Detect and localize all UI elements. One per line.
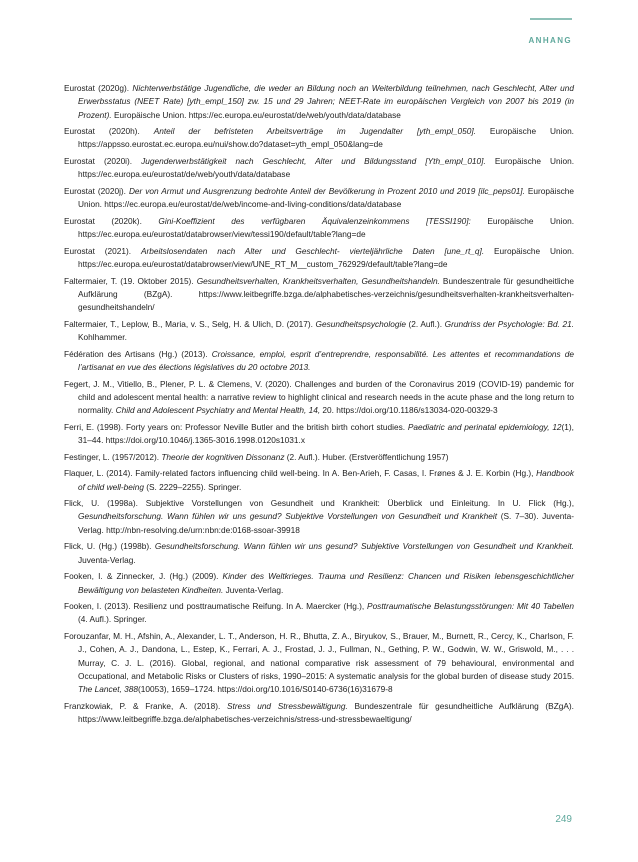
reference-text: 20. https://doi.org/10.1186/s13034-020-00329-3: [320, 405, 498, 416]
reference-entry: [64, 630, 574, 696]
reference-text: (1), 31–44. https://doi.org/10.1046/j.1365-3016.1998.0120s1031.x: [78, 421, 574, 446]
reference-text: Eurostat (2020h).: [64, 126, 154, 137]
reference-title: Posttraumatische Belastungsstörungen: Mit 40 Tabellen: [367, 601, 574, 612]
reference-text: Flaquer, L. (2014). Family-related factors influencing child well-being. In A. Ben-Arieh, F. Casas, I. Frønes & J. E. Korbin (Hg.),: [64, 468, 537, 479]
reference-text: Europäische Union. https://ec.europa.eu/eurostat/de/web/youth/data/database: [111, 109, 401, 120]
reference-entry: [64, 348, 574, 375]
reference-title: Kinder des Weltkrieges. Trauma und Resilienz: Chancen und Risiken lebensgeschichtlicher Bewältigung von belasteten Kindheiten.: [78, 571, 575, 595]
header-rule: [530, 18, 572, 20]
reference-entry: [64, 451, 574, 464]
reference-text: Franzkowiak, P. & Franke, A. (2018).: [64, 700, 228, 711]
reference-title: Arbeitslosendaten nach Alter und Geschlecht- vierteljährliche Daten [une_rt_q].: [140, 245, 485, 256]
reference-text: Fédération des Artisans (Hg.) (2013).: [64, 348, 212, 359]
reference-entry: [64, 700, 574, 727]
reference-text: Juventa-Verlag.: [223, 584, 284, 595]
reference-entry: [64, 497, 574, 537]
reference-text: Europäische Union. https://ec.europa.eu/eurostat/databrowser/view/UNE_RT_M__custom_762929/default/table?lang=de: [78, 245, 575, 270]
page-number: 249: [555, 814, 572, 825]
reference-text: (S. 7–30). Juventa-Verlag. http://nbn-resolving.de/urn:nbn:de:0168-ssoar-39918: [78, 511, 574, 535]
reference-entry: [64, 125, 574, 152]
reference-text: Fegert, J. M., Vitiello, B., Plener, P. L. & Clemens, V. (2020). Challenges and burden of the Coronavirus 2019 (COVID-19) pandemic for child and adolescent mental health: a narrative review to highlight clinical and research needs in the acute phase and the long return to normality.: [64, 378, 574, 416]
reference-text: Faltermaier, T., Leplow, B., Maria, v. S., Selg, H. & Ulich, D. (2017).: [64, 318, 316, 329]
reference-entry: [64, 378, 574, 418]
reference-entry: [64, 318, 574, 345]
reference-title: Child and Adolescent Psychiatry and Mental Health, 14,: [115, 405, 321, 416]
reference-title: Gesundheitsforschung. Wann fühlen wir uns gesund? Subjektive Vorstellungen von Gesundheit und Krankheit.: [154, 541, 574, 552]
reference-title: Der von Armut und Ausgrenzung bedrohte Anteil der Bevölkerung in Prozent 2010 und 2019 [ilc_peps01].: [128, 185, 525, 196]
reference-text: Faltermaier, T. (19. Oktober 2015).: [64, 275, 197, 286]
reference-title: Handbook of child well-being: [78, 468, 574, 492]
reference-title: Theorie der kognitiven Dissonanz: [161, 451, 285, 462]
reference-text: Ferri, E. (1998). Forty years on: Professor Neville Butler and the british birth cohort studies.: [64, 421, 408, 432]
reference-title: Gesundheitsforschung. Wann fühlen wir uns gesund? Subjektive Vorstellungen von Gesundheit und Krankheit: [78, 511, 498, 522]
reference-text: Forouzanfar, M. H., Afshin, A., Alexander, L. T., Anderson, H. R., Bhutta, Z. A., Biryukov, S., Brauer, M., Burnett, R., Cercy, K., Charlson, F. J., Cohen, A. J., Dandona, L., Estep, K., Ferrari, A. J., Frostad, J. J., Fullman, N., Gething, P. W., Godwin, W. W., Griswold, M., . . . Murray, C. J. L. (2016). Global, regional, and national comparative risk assessment of 79 behavioural, environmental and Occupational, and Metabolic Risks or Clusters of risks, 1990–2015: A systematic analysis for the global burden of disease study 2015.: [64, 631, 574, 681]
reference-text: Eurostat (2020g).: [64, 83, 133, 93]
section-label: ANHANG: [528, 36, 572, 45]
reference-title: Grundriss der Psychologie: Bd. 21.: [444, 318, 574, 329]
reference-text: Bundeszentrale für gesundheitliche Aufklärung (BZgA). https://www.leitbegriffe.bzga.de/alphabetisches-verzeichnis/gesundheitsverhalten-krankheitsverhalten-gesundheitshandeln/: [78, 275, 575, 313]
reference-title: Nichterwerbstätige Jugendliche, die weder an Bildung noch an Weiterbildung teilnehmen, nach Geschlecht, Alter und Erwerbsstatus (NEET Rate) [yth_empl_150] zw. 15 und 29 Jahren; NEET-Rate im europäischen Vergleich von 2007 bis 2019 (in Prozent).: [78, 83, 574, 120]
reference-title: Paediatric and perinatal epidemiology, 12: [407, 421, 562, 432]
reference-title: The Lancet, 388: [78, 684, 138, 695]
reference-text: (2. Aufl.).: [405, 318, 445, 329]
reference-text: (S. 2229–2255). Springer.: [143, 481, 242, 492]
reference-list: [64, 82, 574, 730]
reference-text: Eurostat (2021).: [64, 245, 141, 256]
reference-text: Fooken, I. (2013). Resilienz und posttraumatische Reifung. In A. Maercker (Hg.),: [64, 601, 368, 612]
reference-title: Gesundheitsverhalten, Krankheitsverhalten, Gesundheitshandeln.: [196, 275, 440, 286]
reference-entry: [64, 540, 574, 567]
reference-title: Anteil der befristeten Arbeitsverträge im Jugendalter [yth_empl_050].: [153, 126, 476, 137]
reference-text: Fooken, I. & Zinnecker, J. (Hg.) (2009).: [64, 571, 223, 582]
reference-text: Europäische Union. https://ec.europa.eu/eurostat/databrowser/view/tessi190/default/table?lang=de: [78, 215, 575, 240]
reference-text: Eurostat (2020i).: [64, 156, 142, 167]
reference-text: (2. Aufl.). Huber. (Erstveröffentlichung 1957): [284, 451, 449, 462]
reference-entry: [64, 155, 574, 182]
reference-text: Europäische Union. https://ec.europa.eu/eurostat/de/web/youth/data/database: [78, 156, 575, 180]
reference-text: Flick, U. (Hg.) (1998b).: [64, 541, 155, 552]
reference-entry: [64, 600, 574, 627]
reference-text: Eurostat (2020j).: [64, 185, 129, 196]
reference-text: Bundeszentrale für gesundheitliche Aufklärung (BZgA). https://www.leitbegriffe.bzga.de/alphabetisches-verzeichnis/stress-und-stressbewaeltigung/: [78, 700, 574, 725]
reference-text: Juventa-Verlag.: [78, 554, 136, 565]
reference-text: Festinger, L. (1957/2012).: [64, 451, 162, 462]
reference-entry: [64, 421, 574, 448]
reference-entry: [64, 185, 574, 212]
reference-title: Jugenderwerbstätigkeit nach Geschlecht, Alter und Bildungsstand [Yth_empl_010].: [141, 156, 486, 167]
reference-entry: [64, 467, 574, 494]
reference-entry: [64, 82, 574, 122]
reference-title: Stress und Stressbewältigung.: [227, 700, 348, 711]
reference-text: Eurostat (2020k).: [64, 215, 159, 226]
reference-title: Croissance, emploi, esprit d’entreprendre, responsabilité. Les attentes et recommandations de l’artisanat en vue des élections législatives du 20 octobre 2013.: [78, 348, 574, 373]
reference-text: Europäische Union. https://ec.europa.eu/eurostat/de/web/income-and-living-conditions/data/database: [78, 185, 574, 210]
reference-text: Kohlhammer.: [78, 332, 127, 343]
reference-entry: [64, 570, 574, 597]
reference-title: Gini-Koeffizient des verfügbaren Äquivalenzeinkommens [TESSI190]:: [158, 215, 471, 226]
reference-entry: [64, 245, 574, 272]
reference-text: Europäische Union. https://appsso.eurostat.ec.europa.eu/nui/show.do?dataset=yth_empl_050&lang=de: [78, 126, 574, 150]
reference-entry: [64, 275, 574, 315]
reference-text: Flick, U. (1998a). Subjektive Vorstellungen von Gesundheit und Krankheit: Überblick und Einleitung. In U. Flick (Hg.),: [64, 498, 574, 509]
reference-text: (4. Aufl.). Springer.: [78, 614, 147, 625]
reference-text: (10053), 1659–1724. https://doi.org/10.1016/S0140-6736(16)31679-8: [137, 684, 393, 695]
reference-title: Gesundheitspsychologie: [315, 318, 406, 329]
reference-entry: [64, 215, 574, 242]
